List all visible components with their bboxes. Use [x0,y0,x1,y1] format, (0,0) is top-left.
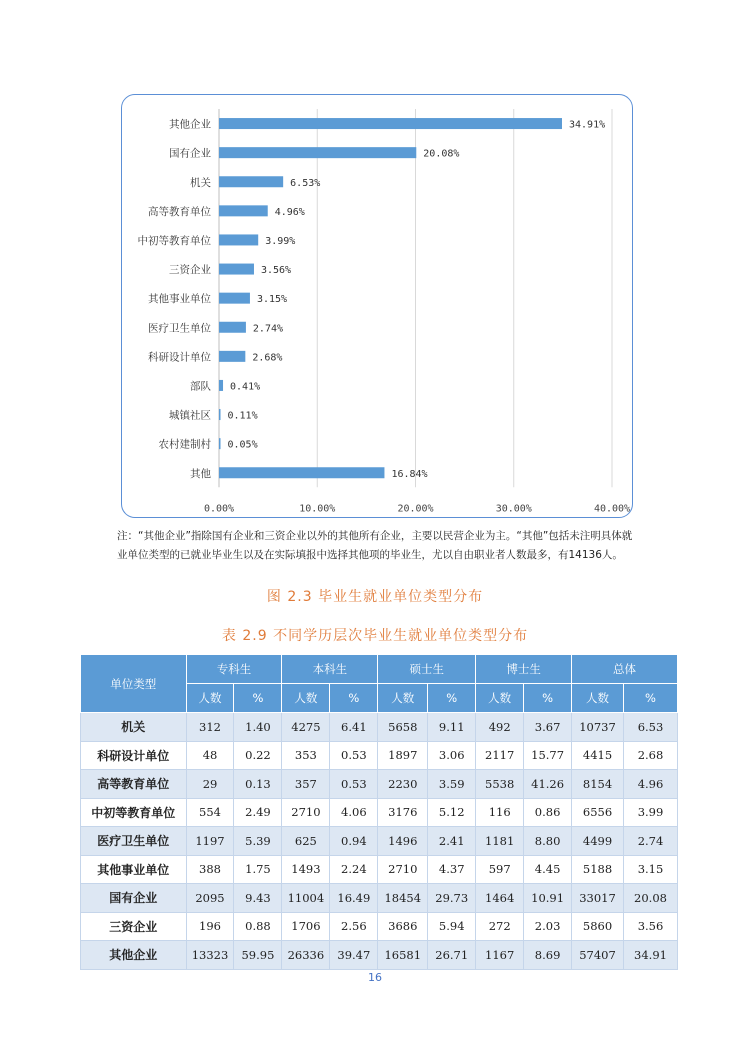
bar [219,176,283,187]
cell-percent: 4.37 [428,855,476,884]
category-label: 医疗卫生单位 [148,322,211,335]
row-label: 高等教育单位 [81,770,187,799]
cell-count: 8154 [572,770,624,799]
data-label: 3.99% [265,235,296,247]
row-label: 科研设计单位 [81,741,187,770]
cell-count: 312 [186,713,234,742]
data-label: 0.41% [230,381,261,393]
sub-header-percent: % [524,684,572,713]
bar [219,380,223,391]
cell-percent: 0.53 [330,741,378,770]
data-label: 3.56% [260,265,292,277]
bar-chart [122,95,634,519]
cell-percent: 3.56 [624,912,678,941]
cell-count: 57407 [572,941,624,970]
category-label: 其他事业单位 [148,293,211,306]
category-label: 城镇社区 [169,409,211,422]
category-label: 机关 [190,176,211,189]
cell-count: 4415 [572,741,624,770]
x-tick-label: 10.00% [299,503,336,515]
cell-percent: 0.53 [330,770,378,799]
cell-percent: 29.73 [428,884,476,913]
cell-percent: 34.91 [624,941,678,970]
cell-percent: 15.77 [524,741,572,770]
cell-percent: 2.56 [330,912,378,941]
category-label: 国有企业 [169,147,211,160]
cell-percent: 10.91 [524,884,572,913]
group-header-associate: 专科生 [186,655,282,684]
sub-header-percent: % [624,684,678,713]
category-label: 科研设计单位 [148,351,211,364]
cell-percent: 1.40 [234,713,282,742]
cell-count: 13323 [186,941,234,970]
cell-percent: 59.95 [234,941,282,970]
cell-percent: 2.49 [234,798,282,827]
cell-count: 4275 [282,713,330,742]
data-label: 6.53% [290,177,321,189]
cell-percent: 2.24 [330,855,378,884]
table-row [81,798,678,827]
sub-header-percent: % [428,684,476,713]
data-label: 2.74% [252,323,284,335]
group-header-doctor: 博士生 [476,655,572,684]
group-header-master: 硕士生 [378,655,476,684]
cell-count: 11004 [282,884,330,913]
cell-count: 1197 [186,827,234,856]
x-tick-label: 40.00% [593,503,631,515]
cell-count: 1706 [282,912,330,941]
cell-count: 18454 [378,884,428,913]
cell-count: 357 [282,770,330,799]
cell-percent: 6.53 [624,713,678,742]
cell-count: 492 [476,713,524,742]
table-row [81,855,678,884]
cell-percent: 3.59 [428,770,476,799]
bar [219,264,254,275]
table-corner-header: 单位类型 [81,655,187,713]
cell-count: 597 [476,855,524,884]
cell-count: 3686 [378,912,428,941]
cell-count: 1493 [282,855,330,884]
cell-percent: 2.41 [428,827,476,856]
cell-percent: 3.67 [524,713,572,742]
bar [219,147,416,158]
cell-percent: 0.86 [524,798,572,827]
cell-percent: 2.03 [524,912,572,941]
cell-percent: 4.45 [524,855,572,884]
cell-percent: 0.22 [234,741,282,770]
sub-header-percent: % [330,684,378,713]
cell-count: 116 [476,798,524,827]
cell-percent: 0.13 [234,770,282,799]
cell-percent: 0.94 [330,827,378,856]
data-label: 16.84% [391,468,428,480]
table-body [81,713,678,970]
row-label: 其他事业单位 [81,855,187,884]
row-label: 国有企业 [81,884,187,913]
sub-header-count: 人数 [378,684,428,713]
group-header-total: 总体 [572,655,678,684]
data-label: 0.05% [227,439,258,451]
group-header-bachelor: 本科生 [282,655,378,684]
cell-count: 388 [186,855,234,884]
cell-count: 5860 [572,912,624,941]
cell-percent: 0.88 [234,912,282,941]
cell-count: 29 [186,770,234,799]
row-label: 中初等教育单位 [81,798,187,827]
cell-count: 2710 [378,855,428,884]
employment-table [80,654,678,970]
cell-count: 2117 [476,741,524,770]
row-label: 机关 [81,713,187,742]
bar [219,467,384,478]
category-label: 其他企业 [169,118,211,131]
cell-percent: 9.11 [428,713,476,742]
data-label: 0.11% [227,410,258,422]
data-label: 20.08% [423,148,460,160]
cell-percent: 8.80 [524,827,572,856]
cell-count: 625 [282,827,330,856]
cell-count: 1897 [378,741,428,770]
cell-count: 16581 [378,941,428,970]
table-row [81,713,678,742]
bar [219,322,246,333]
row-label: 医疗卫生单位 [81,827,187,856]
cell-count: 196 [186,912,234,941]
bar [219,118,562,129]
x-tick-label: 0.00% [203,503,235,515]
cell-count: 33017 [572,884,624,913]
sub-header-count: 人数 [476,684,524,713]
cell-count: 48 [186,741,234,770]
bar [219,293,250,304]
cell-percent: 5.12 [428,798,476,827]
cell-percent: 3.06 [428,741,476,770]
cell-percent: 16.49 [330,884,378,913]
table-row [81,884,678,913]
cell-percent: 5.39 [234,827,282,856]
category-label: 三资企业 [169,264,211,277]
cell-percent: 6.41 [330,713,378,742]
cell-percent: 3.15 [624,855,678,884]
cell-count: 353 [282,741,330,770]
bar-chart-frame [121,94,633,518]
cell-percent: 5.94 [428,912,476,941]
table-row [81,770,678,799]
category-label: 中初等教育单位 [137,234,211,247]
cell-count: 272 [476,912,524,941]
cell-percent: 2.74 [624,827,678,856]
cell-count: 5188 [572,855,624,884]
bar [219,234,258,245]
sub-header-count: 人数 [282,684,330,713]
cell-count: 3176 [378,798,428,827]
cell-count: 2095 [186,884,234,913]
cell-percent: 1.75 [234,855,282,884]
table-caption: 表 2.9 不同学历层次毕业生就业单位类型分布 [221,628,529,644]
sub-header-count: 人数 [186,684,234,713]
cell-percent: 3.99 [624,798,678,827]
cell-percent: 41.26 [524,770,572,799]
data-label: 2.68% [252,352,283,364]
category-label: 农村建制村 [158,438,211,451]
cell-count: 4499 [572,827,624,856]
figure-caption: 图 2.3 毕业生就业单位类型分布 [266,589,484,605]
cell-percent: 2.68 [624,741,678,770]
cell-percent: 39.47 [330,941,378,970]
row-label: 其他企业 [81,941,187,970]
cell-count: 26336 [282,941,330,970]
category-label: 部队 [190,380,211,393]
cell-percent: 20.08 [624,884,678,913]
cell-count: 5538 [476,770,524,799]
cell-percent: 26.71 [428,941,476,970]
cell-count: 10737 [572,713,624,742]
cell-percent: 4.96 [624,770,678,799]
cell-count: 554 [186,798,234,827]
cell-count: 1181 [476,827,524,856]
sub-header-percent: % [234,684,282,713]
cell-count: 1496 [378,827,428,856]
table-row [81,912,678,941]
data-label: 3.15% [256,294,288,306]
table-row [81,827,678,856]
row-label: 三资企业 [81,912,187,941]
bar [219,205,268,216]
cell-count: 1464 [476,884,524,913]
data-label: 4.96% [274,206,305,218]
cell-count: 2230 [378,770,428,799]
bar [219,409,221,420]
category-label: 其他 [190,467,211,480]
bar [219,351,245,362]
category-label: 高等教育单位 [148,205,211,218]
page-number: 16 [368,971,382,984]
bar [219,438,221,449]
sub-header-count: 人数 [572,684,624,713]
table-row [81,941,678,970]
x-tick-label: 20.00% [397,503,434,515]
cell-count: 2710 [282,798,330,827]
cell-percent: 9.43 [234,884,282,913]
cell-percent: 4.06 [330,798,378,827]
cell-percent: 8.69 [524,941,572,970]
x-tick-label: 30.00% [495,503,532,515]
table-row [81,741,678,770]
cell-count: 1167 [476,941,524,970]
data-label: 34.91% [568,119,606,131]
cell-count: 6556 [572,798,624,827]
cell-count: 5658 [378,713,428,742]
chart-note: 注：“其他企业”指除国有企业和三资企业以外的其他所有企业，主要以民营企业为主。“其他”包括未注明具体就业单位类型的已就业毕业生以及在实际填报中选择其他项的毕业生，尤以自由职业者人数最多，有14136人。 [117,530,633,561]
